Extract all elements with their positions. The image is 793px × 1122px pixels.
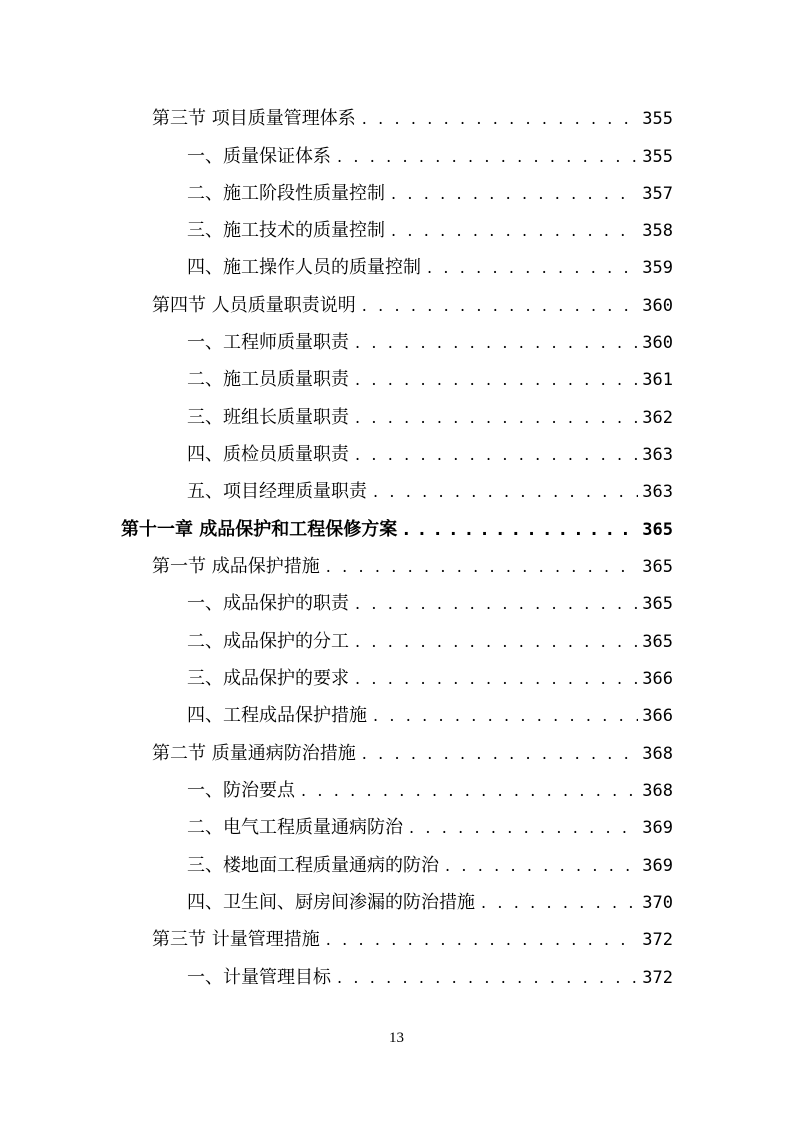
dot-leader [362, 739, 639, 769]
dot-leader [362, 291, 639, 321]
toc-entry-title: 一、质量保证体系 [187, 146, 331, 167]
toc-entry[interactable] [187, 403, 673, 433]
toc-entry-title: 二、成品保护的分工 [187, 631, 349, 652]
toc-entry[interactable] [187, 664, 673, 694]
toc-entry[interactable] [187, 142, 673, 172]
toc-entry[interactable] [187, 477, 673, 507]
toc-entry[interactable] [187, 253, 673, 283]
toc-entry-page: 355 [642, 109, 673, 129]
dot-leader [391, 179, 638, 209]
toc-entry-page: 368 [642, 781, 673, 801]
toc-entry-title: 五、项目经理质量职责 [187, 481, 367, 502]
toc-entry[interactable] [187, 589, 673, 619]
toc-entry[interactable] [187, 328, 673, 358]
dot-leader [337, 142, 638, 172]
toc-entry-page: 372 [642, 968, 673, 988]
dot-leader [362, 104, 639, 134]
dot-leader [326, 552, 639, 582]
toc-entry-title: 二、施工员质量职责 [187, 369, 349, 390]
dot-leader [445, 851, 638, 881]
toc-entry-page: 358 [642, 221, 673, 241]
toc-entry-page: 372 [642, 930, 673, 950]
toc-entry-page: 363 [642, 445, 673, 465]
toc-entry-title: 一、工程师质量职责 [187, 332, 349, 353]
toc-entry-title: 一、成品保护的职责 [187, 593, 349, 614]
dot-leader [355, 664, 638, 694]
toc-entry-page: 365 [642, 520, 673, 540]
toc-entry-page: 365 [642, 594, 673, 614]
toc-entry-title: 二、电气工程质量通病防治 [187, 817, 403, 838]
toc-entry-page: 365 [642, 557, 673, 577]
page-number: 13 [389, 1030, 404, 1046]
toc-entry-title: 第一节 成品保护措施 [152, 556, 320, 577]
toc-entry-page: 355 [642, 147, 673, 167]
toc-entry[interactable] [187, 440, 673, 470]
toc-entry-title: 一、防治要点 [187, 780, 295, 801]
toc-entry-title: 三、楼地面工程质量通病的防治 [187, 855, 439, 876]
toc-entry[interactable] [187, 851, 673, 881]
toc-entry-title: 四、卫生间、厨房间渗漏的防治措施 [187, 892, 475, 913]
toc-entry-title: 第三节 项目质量管理体系 [152, 108, 356, 129]
toc-entry-page: 369 [642, 856, 673, 876]
toc-entry[interactable] [187, 701, 673, 731]
toc-entry[interactable] [187, 365, 673, 395]
toc-entry-page: 362 [642, 408, 673, 428]
toc-entry-page: 363 [642, 482, 673, 502]
toc-entry[interactable] [187, 627, 673, 657]
toc-entry-page: 359 [642, 258, 673, 278]
dot-leader [326, 925, 639, 955]
toc-entry-page: 365 [642, 632, 673, 652]
toc-entry-title: 三、施工技术的质量控制 [187, 220, 385, 241]
toc-entry[interactable] [187, 776, 673, 806]
dot-leader [337, 963, 638, 993]
toc-entry[interactable] [187, 963, 673, 993]
toc-entry[interactable] [187, 216, 673, 246]
toc-entry-title: 第三节 计量管理措施 [152, 929, 320, 950]
dot-leader [403, 515, 638, 545]
toc-entry-title: 四、施工操作人员的质量控制 [187, 257, 421, 278]
toc-entry[interactable] [152, 925, 673, 955]
toc-entry[interactable] [187, 179, 673, 209]
toc-entry-page: 361 [642, 370, 673, 390]
dot-leader [355, 328, 638, 358]
toc-entry-page: 360 [642, 333, 673, 353]
toc-entry-title: 三、班组长质量职责 [187, 407, 349, 428]
toc-entry-page: 357 [642, 184, 673, 204]
toc-entry-title: 二、施工阶段性质量控制 [187, 183, 385, 204]
dot-leader [409, 813, 638, 843]
toc-entry-title: 三、成品保护的要求 [187, 668, 349, 689]
toc-entry[interactable] [152, 291, 673, 321]
dot-leader [391, 216, 638, 246]
toc-entry-page: 370 [642, 893, 673, 913]
dot-leader [355, 403, 638, 433]
dot-leader [355, 440, 638, 470]
dot-leader [301, 776, 638, 806]
toc-entry-title: 一、计量管理目标 [187, 967, 331, 988]
dot-leader [355, 627, 638, 657]
dot-leader [373, 701, 638, 731]
toc-entry-title: 四、质检员质量职责 [187, 444, 349, 465]
toc-entry-page: 366 [642, 706, 673, 726]
toc-entry[interactable] [152, 739, 673, 769]
toc-chapter-entry[interactable] [121, 515, 673, 545]
toc-entry-page: 360 [642, 296, 673, 316]
dot-leader [355, 365, 638, 395]
dot-leader [481, 888, 638, 918]
toc-entry-title: 第二节 质量通病防治措施 [152, 743, 356, 764]
dot-leader [373, 477, 638, 507]
toc-entry-title: 第四节 人员质量职责说明 [152, 295, 356, 316]
toc-entry[interactable] [152, 552, 673, 582]
toc-entry[interactable] [152, 104, 673, 134]
toc-entry[interactable] [187, 888, 673, 918]
toc-entry-title: 四、工程成品保护措施 [187, 705, 367, 726]
dot-leader [427, 253, 638, 283]
toc-entry-title: 第十一章 成品保护和工程保修方案 [121, 519, 398, 540]
toc-entry[interactable] [187, 813, 673, 843]
toc-entry-page: 369 [642, 818, 673, 838]
toc-entry-page: 368 [642, 744, 673, 764]
toc-entry-page: 366 [642, 669, 673, 689]
dot-leader [355, 589, 638, 619]
